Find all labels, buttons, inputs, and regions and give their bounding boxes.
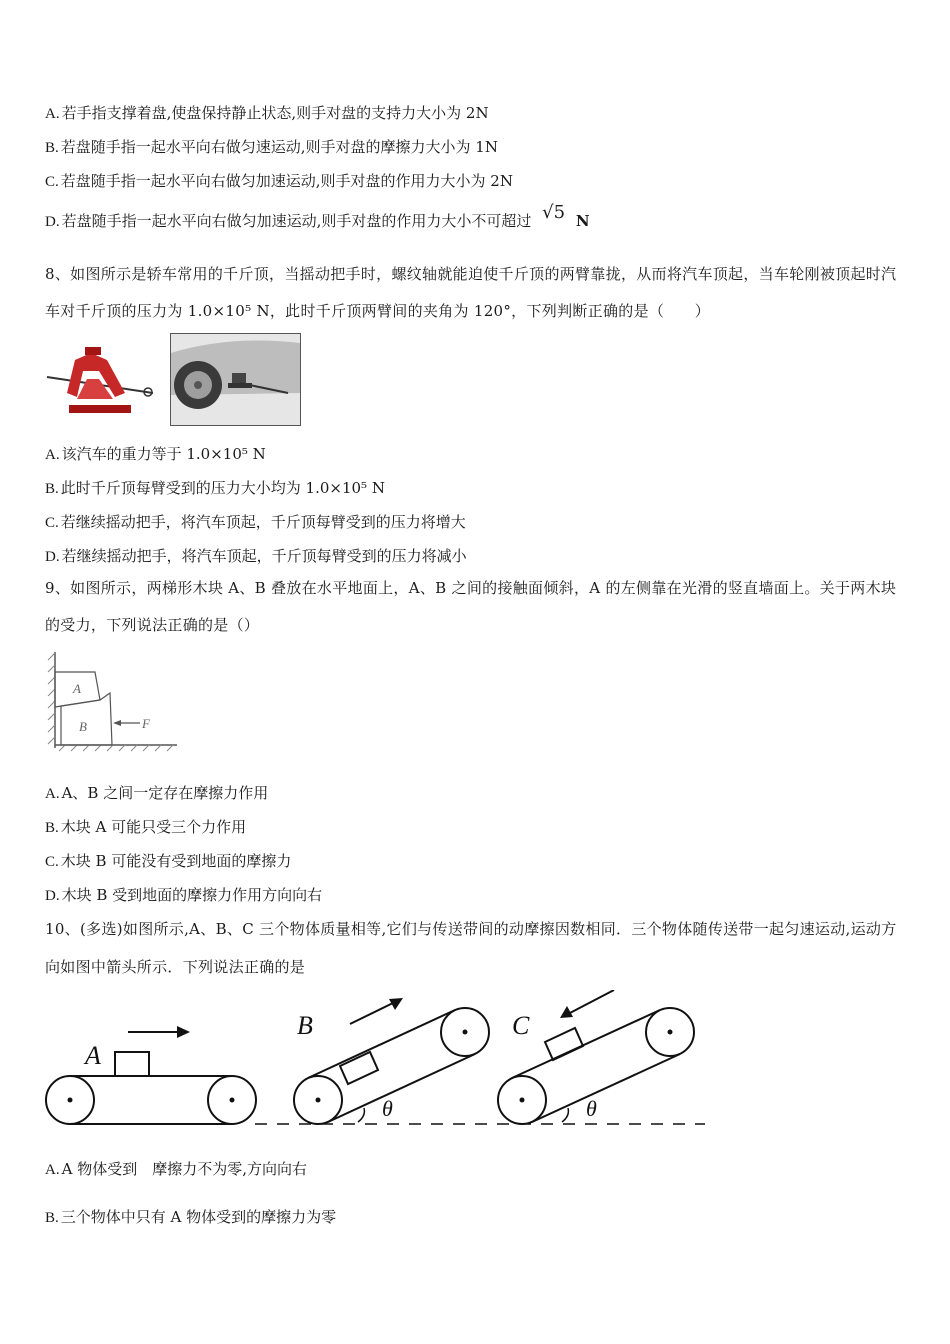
option-label: B. xyxy=(45,140,59,156)
label-c: C xyxy=(512,1011,530,1040)
q9-option-a xyxy=(45,782,268,803)
option-text: 若盘随手指一起水平向右做匀加速运动,则手对盘的作用力大小不可超过 xyxy=(61,212,532,230)
belt-a xyxy=(46,1052,256,1124)
option-label: C. xyxy=(45,515,59,531)
car-jack-image xyxy=(45,335,155,417)
option-text: 若继续摇动把手，将汽车顶起，千斤顶每臂受到的压力将减小 xyxy=(61,547,467,565)
option-text: A、B 之间一定存在摩擦力作用 xyxy=(61,784,269,802)
option-text: 若手指支撑着盘,使盘保持静止状态,则手对盘的支持力大小为 2N xyxy=(61,104,489,122)
q10-option-b xyxy=(45,1206,336,1227)
theta-b: θ xyxy=(382,1096,393,1121)
block-a-label: A xyxy=(73,681,81,696)
sqrt5-math: √5 xyxy=(542,202,566,223)
q9-option-c xyxy=(45,850,291,871)
label-b: B xyxy=(297,1011,313,1040)
option-text: 木块 B 受到地面的摩擦力作用方向向右 xyxy=(61,886,323,904)
car-photo-image xyxy=(170,333,301,426)
q7-option-c xyxy=(45,170,513,191)
q8-option-b xyxy=(45,477,385,498)
option-text: 木块 A 可能只受三个力作用 xyxy=(60,818,247,836)
q8-option-d xyxy=(45,545,467,566)
option-text: 三个物体中只有 A 物体受到的摩擦力为零 xyxy=(60,1208,337,1226)
option-text: 若继续摇动把手，将汽车顶起，千斤顶每臂受到的压力将增大 xyxy=(60,513,466,531)
option-label: A. xyxy=(45,786,60,802)
q8-option-c xyxy=(45,511,466,532)
q9-option-d xyxy=(45,884,322,905)
option-label: A. xyxy=(45,1162,60,1178)
option-label: C. xyxy=(45,174,59,190)
option-text: A 物体受到 摩擦力不为零,方向向右 xyxy=(61,1160,307,1178)
option-text: 此时千斤顶每臂受到的压力大小均为 1.0×10⁵ N xyxy=(60,479,385,497)
q8-stem: 8、如图所示是轿车常用的千斤顶，当摇动把手时，螺纹轴就能迫使千斤顶的两臂靠拢，从而将汽车顶起，当车轮刚被顶起时汽车对千斤顶的压力为 1.0×10⁵ N，此时千斤顶两臂间的夹角为 120°，下列判断正确的是（ ） xyxy=(45,265,897,320)
q7-option-a xyxy=(45,102,489,123)
option-text: 该汽车的重力等于 1.0×10⁵ N xyxy=(61,445,266,463)
label-a: A xyxy=(85,1041,101,1070)
option-label: B. xyxy=(45,481,59,497)
option-label: B. xyxy=(45,820,59,836)
q10-option-a xyxy=(45,1158,307,1179)
option-text: 若盘随手指一起水平向右做匀速运动,则手对盘的摩擦力大小为 1N xyxy=(60,138,498,156)
theta-c: θ xyxy=(586,1096,597,1121)
q7-option-d xyxy=(45,202,590,231)
option-label: D. xyxy=(45,549,60,565)
q9-stem: 9、如图所示，两梯形木块 A、B 叠放在水平地面上，A、B 之间的接触面倾斜，A 的左侧靠在光滑的竖直墙面上。关于两木块的受力，下列说法正确的是（） xyxy=(45,579,897,634)
force-f-label: F xyxy=(142,716,150,731)
block-b-label: B xyxy=(79,719,87,734)
conveyor-belts-figure xyxy=(40,990,710,1130)
q7-option-b xyxy=(45,136,498,157)
option-label: A. xyxy=(45,106,60,122)
option-label: A. xyxy=(45,447,60,463)
unit-n: N xyxy=(575,212,590,230)
option-label: D. xyxy=(45,214,60,230)
option-text: 木块 B 可能没有受到地面的摩擦力 xyxy=(60,852,292,870)
q10-stem: 10、(多选)如图所示,A、B、C 三个物体质量相等,它们与传送带间的动摩擦因数相同．三个物体随传送带一起匀速运动,运动方向如图中箭头所示．下列说法正确的是 xyxy=(45,920,897,976)
option-text: 若盘随手指一起水平向右做匀加速运动,则手对盘的作用力大小为 2N xyxy=(60,172,513,190)
option-label: B. xyxy=(45,1210,59,1226)
blocks-figure xyxy=(45,650,180,752)
q8-option-a xyxy=(45,443,266,464)
q9-option-b xyxy=(45,816,246,837)
option-label: C. xyxy=(45,854,59,870)
option-label: D. xyxy=(45,888,60,904)
